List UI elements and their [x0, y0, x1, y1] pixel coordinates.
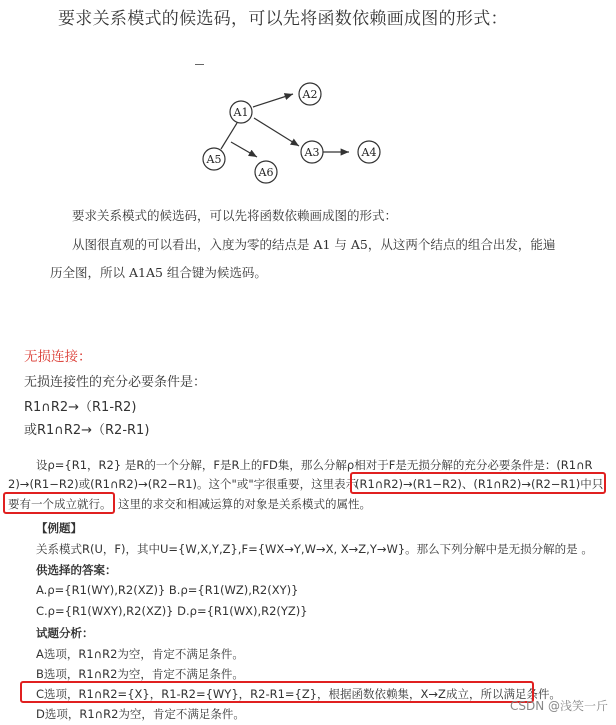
condition-1: R1∩R2→（R1-R2): [24, 400, 137, 415]
node-a2: [299, 83, 321, 105]
explain-line-2: 从图很直观的可以看出，入度为零的结点是 A1 与 A5，从这两个结点的组合出发，能遍: [72, 237, 556, 252]
analysis-a: A选项，R1∩R2为空，肯定不满足条件。: [36, 647, 244, 661]
node-a4: [358, 141, 380, 163]
node-a2-label: A2: [302, 88, 318, 101]
condition-title: 无损连接性的充分必要条件是：: [24, 375, 207, 390]
highlight-box-bottom-left: [3, 492, 115, 514]
section-title-lossless: 无损连接：: [24, 349, 92, 365]
edge-a5-a6: [231, 142, 257, 157]
edge-a1-a2: [253, 94, 293, 107]
options-title: 供选择的答案：: [36, 563, 117, 577]
highlight-box-top-right: [350, 472, 606, 494]
node-a5-label: A5: [206, 153, 222, 166]
dependency-graph: [195, 80, 395, 190]
analysis-d: D选项，R1∩R2为空，肯定不满足条件。: [36, 707, 245, 721]
explain-line-1: 要求关系模式的候选码，可以先将函数依赖画成图的形式：: [72, 208, 398, 223]
condition-2: 或R1∩R2→（R2-R1): [24, 423, 150, 438]
divider-dash: [195, 64, 204, 65]
node-a3-label: A3: [304, 146, 320, 159]
node-a6: [255, 161, 277, 183]
definition-line-2b: (R1∩R2)→(R1−R2)、(R1∩R2)→(R2−R1)中只: [355, 477, 604, 491]
analysis-c: C选项，R1∩R2={X}，R1-R2={WY}，R2-R1={Z}，根据函数依赖集，X→Z成立，所以满足条件。: [36, 687, 561, 701]
example-question: 关系模式R(U，F)，其中U={W,X,Y,Z},F={WX→Y,W→X, X→Z,Y→W}。那么下列分解中是无损分解的是 。: [36, 542, 593, 556]
edge-a1-a5: [221, 123, 237, 149]
watermark: CSDN @浅笑一斤: [509, 699, 608, 713]
highlight-box-analysis-c: [20, 681, 534, 703]
example-label: 【例题】: [36, 521, 82, 535]
analysis-b: B选项，R1∩R2为空，肯定不满足条件。: [36, 667, 244, 681]
options-cd: C.ρ={R1(WXY),R2(XZ)} D.ρ={R1(WX),R2(YZ)}: [36, 604, 308, 618]
node-a1: [230, 101, 252, 123]
options-ab: A.ρ={R1(WY),R2(XZ)} B.ρ={R1(WZ),R2(XY)}: [36, 583, 299, 597]
definition-line-2a: 2)→(R1−R2)或(R1∩R2)→(R2−R1)。这个"或"字很重要，这里表示: [8, 477, 358, 491]
node-a1-label: A1: [233, 106, 249, 119]
definition-line-3a: 要有一个成立就行。: [8, 497, 112, 511]
analysis-title: 试题分析：: [36, 626, 94, 640]
page-heading: 要求关系模式的候选码，可以先将函数依赖画成图的形式：: [58, 9, 508, 29]
definition-line-1: 设ρ={R1，R2} 是R的一个分解，F是R上的FD集，那么分解ρ相对于F是无损分解的充分必要条件是：(R1∩R: [36, 458, 593, 472]
edge-a1-a3: [254, 118, 299, 146]
node-a6-label: A6: [258, 166, 274, 179]
explain-line-3: 历全图，所以 A1A5 组合键为候选码。: [50, 265, 267, 280]
node-a4-label: A4: [361, 146, 377, 159]
node-a3: [301, 141, 323, 163]
definition-line-3b: 这里的求交和相减运算的对象是关系模式的属性。: [118, 497, 371, 511]
node-a5: [203, 148, 225, 170]
